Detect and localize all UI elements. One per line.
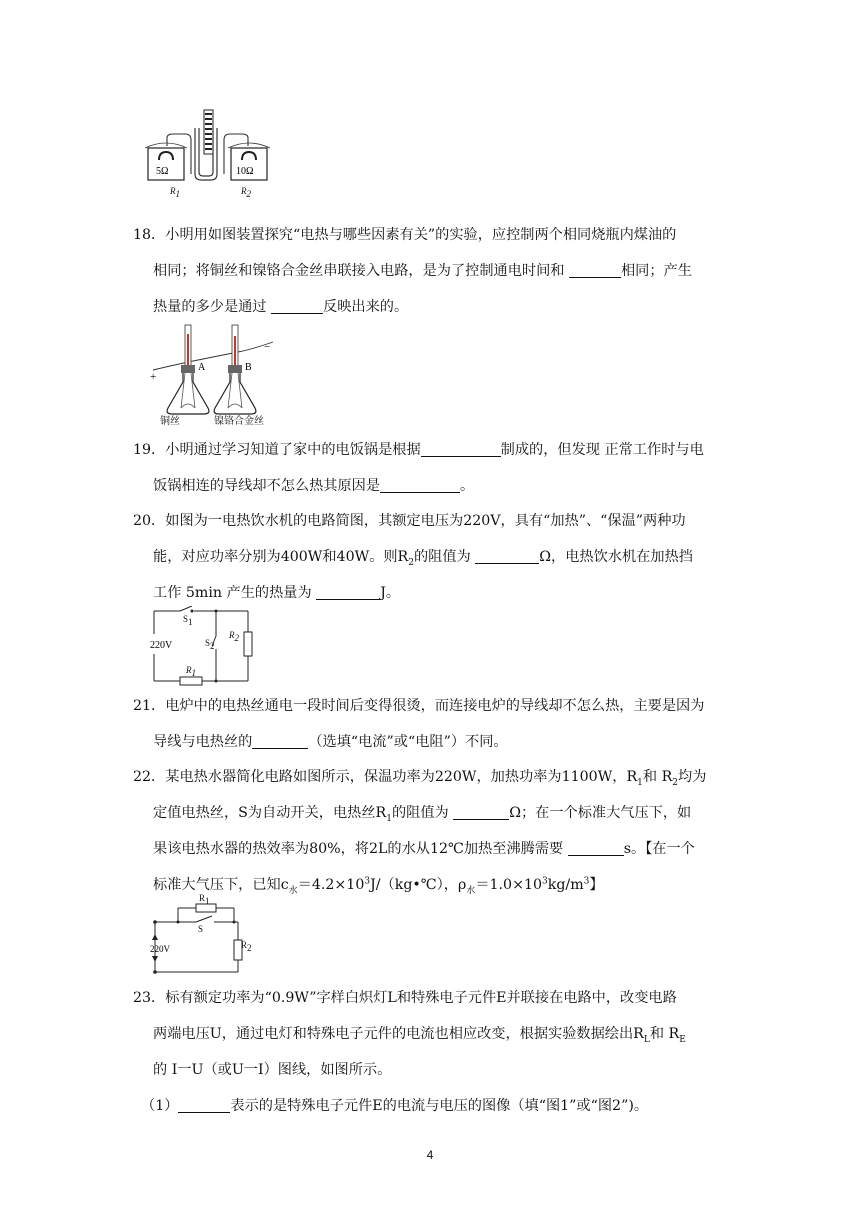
question-23: 23．标有额定功率为“0.9W”字样白炽灯L和特殊电子元件E并联接在电路中，改变电路 两端电压U，通过电灯和特殊电子元件的电流也相应改变，根据实验数据绘出$R_L$和 $R_E$ 的 I一U（或U一I）图线，如图所示。 （1） 表示的是特殊电子元件E的电流与电压的图像（填“图1”或“图2”)。 [133,990,686,1114]
nichrome-wire-label: 镍铬合金丝 [214,416,264,427]
r1-value-label: 5Ω [156,166,169,177]
answer-blank[interactable] [178,1096,230,1113]
copper-wire-label: 铜丝 [160,416,180,427]
r2-label: $R_2$ [241,186,251,199]
answer-blank[interactable] [475,547,539,564]
plus-sign: + [150,371,157,383]
water-dispenser-circuit-figure [150,606,258,686]
question-20: 20．如图为一电热饮水机的电路简图，其额定电压为220V，具有“加热”、“保温”两种功 能，对应功率分别为400W和40W。则$R_2$的阻值为 Ω，电热饮水机在加热挡 工作 5min 产生的热量为 J。 [133,513,693,601]
r1-label: $R_1$ [170,186,180,199]
answer-blank[interactable] [252,732,308,749]
question-21: 21．电炉中的电热丝通电一段时间后变得很烫，而连接电炉的导线却不怎么热，主要是因为 导线与电热丝的 （选填“电流”或“电阻”）不同。 [133,698,705,750]
water-heater-circuit-figure [148,894,258,976]
question-18: 18．小明用如图装置探究“电热与哪些因素有关”的实验，应控制两个相同烧瓶内煤油的 相同；将铜丝和镍铬合金丝串联接入电路，是为了控制通电时间和 相同；产生 热量的多少是通过 反映出来的。 [133,227,692,315]
r2-value-label: 10Ω [236,166,254,177]
page-number: 4 [426,1148,434,1162]
minus-sign: − [264,341,271,353]
flasks-thermometer-figure [148,322,276,426]
question-number: 18． [133,227,166,243]
switch-s-label: S [198,924,204,934]
resistor-r1-label: $R_1$ [186,665,196,678]
answer-blank[interactable] [453,803,509,820]
resistor-r2-label: $R_2$ [241,940,252,953]
question-22: 22．某电热水器简化电路如图所示，保温功率为220W，加热功率为1100W，$R_1$和 $R_2$均为 定值电热丝，S为自动开关，电热丝$R_1$的阻值为 Ω；在一个标准大气压下，如 果该电热水器的热效率为80%，将2L的水从12℃加热至沸腾需要 s。【在一个 标准大气压下，已知$c_水=4.2\times 10^3J/(kg•℃)$，$\rho_水=1.0\times 10^3kg/m^3$】 [133,769,707,896]
answer-blank[interactable] [316,583,380,600]
answer-blank[interactable] [569,261,621,278]
answer-blank[interactable] [380,476,460,493]
u-tube-apparatus-figure [145,108,270,183]
answer-blank[interactable] [421,440,501,457]
question-number: 21． [133,698,166,714]
question-number: 23． [133,990,166,1006]
answer-blank[interactable] [271,297,323,314]
question-number: 19． [133,442,166,458]
voltage-label: 220V [150,640,173,651]
question-number: 20． [133,513,166,529]
flask-b-label: B [245,362,252,373]
voltage-label: 220V [150,944,170,954]
answer-blank[interactable] [568,839,624,856]
question-19: 19．小明通过学习知道了家中的电饭锅是根据 制成的，但发现 正常工作时与电 饭锅相连的导线却不怎么热其原因是 。 [133,442,704,494]
resistor-r2-label: $R_2$ [229,630,239,643]
switch-s2-label: $S_2$ [205,638,215,651]
resistor-r1-label: $R_1$ [199,893,210,906]
flask-a-label: A [198,362,206,373]
switch-s1-label: $S_1$ [183,614,193,627]
question-number: 22． [133,769,166,785]
